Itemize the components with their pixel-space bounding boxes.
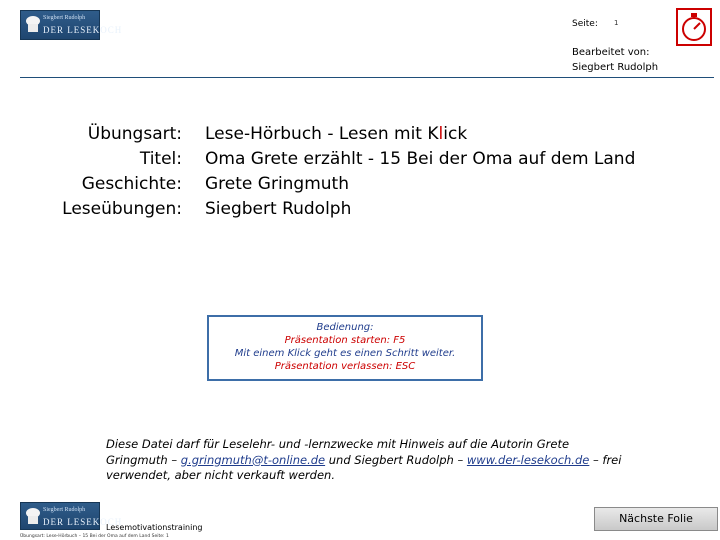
footer-title: Lesemotivationstraining bbox=[106, 523, 203, 532]
next-slide-button[interactable]: Nächste Folie bbox=[594, 507, 718, 531]
logo-text-line1: Siegbert Rudolph bbox=[43, 15, 86, 21]
email-link[interactable]: g.gringmuth@t-online.de bbox=[180, 452, 326, 467]
story-label: Geschichte: bbox=[81, 174, 182, 194]
edited-by-name: Siegbert Rudolph bbox=[572, 62, 659, 73]
instructions-start: Präsentation starten: F5 bbox=[284, 335, 406, 346]
story-author-value: Grete Gringmuth bbox=[205, 174, 350, 194]
chef-hat-icon bbox=[25, 15, 41, 35]
exercises-label: Leseübungen: bbox=[62, 199, 182, 219]
exercise-type-value: Lese-Hörbuch - Lesen mit Klick bbox=[205, 124, 468, 144]
exercise-type-label: Übungsart: bbox=[87, 124, 182, 144]
leseKoch-logo bbox=[20, 10, 123, 40]
website-link[interactable]: www.der-lesekoch.de bbox=[466, 452, 590, 467]
instructions-exit: Präsentation verlassen: ESC bbox=[274, 361, 416, 372]
exercises-author-value: Siegbert Rudolph bbox=[205, 199, 352, 219]
license-notice: Diese Datei darf für Leselehr- und -lernzwecke mit Hinweis auf die Autorin Grete Gringmuth – g.gringmuth@t-online.de und Siegbert Rudolph – www.der-lesekoch.de – frei verwendet, aber nicht verkauft werden. bbox=[106, 437, 622, 482]
instructions-click: Mit einem Klick geht es einen Schritt weiter. bbox=[234, 348, 456, 359]
page-number: 1 bbox=[614, 19, 619, 27]
logo-text-line2: DER LESEKOCH bbox=[43, 25, 123, 35]
chef-hat-icon bbox=[25, 507, 41, 527]
title-value: Oma Grete erzählt - 15 Bei der Oma auf dem Land bbox=[205, 149, 636, 169]
footer-subtitle: Übungsart: Lese-Hörbuch – 15 Bei der Oma auf dem Land Seite: 1 bbox=[20, 534, 169, 539]
header-divider bbox=[20, 77, 714, 78]
instructions-heading: Bedienung: bbox=[316, 322, 374, 333]
stopwatch-icon[interactable] bbox=[676, 8, 712, 46]
footer-logo: Siegbert Rudolph DER LESEKOCH bbox=[20, 502, 100, 530]
page-label: Seite: bbox=[572, 19, 598, 29]
instructions-box bbox=[207, 315, 483, 381]
edited-by-label: Bearbeitet von: bbox=[572, 47, 650, 58]
title-label: Titel: bbox=[139, 149, 182, 169]
